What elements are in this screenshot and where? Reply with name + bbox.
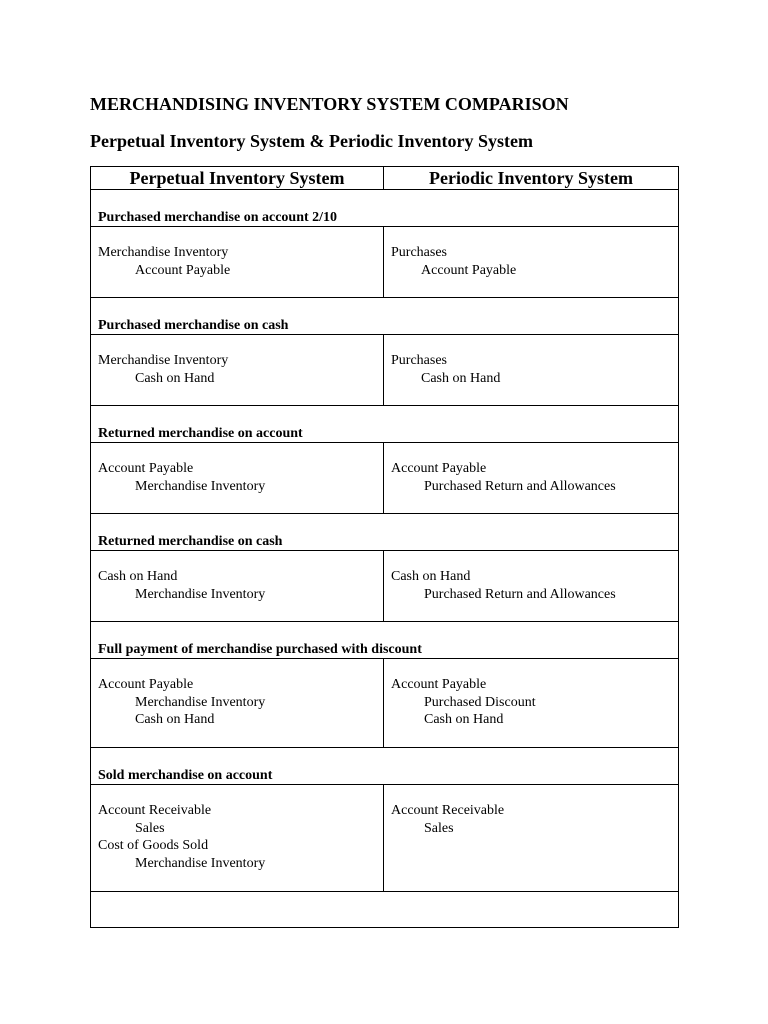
- credit-account: Purchased Return and Allowances: [424, 586, 616, 602]
- journal-entry-row: [91, 335, 679, 406]
- debit-account: Purchases: [391, 245, 447, 260]
- debit-account: Merchandise Inventory: [98, 245, 229, 260]
- perpetual-entry-cell: [91, 443, 384, 514]
- journal-entry-row: [91, 443, 679, 514]
- section-header-label: Purchased merchandise on account 2/10: [98, 210, 338, 225]
- section-header-cell: [91, 298, 679, 335]
- section-header-row: [91, 190, 679, 227]
- section-header-row: [91, 622, 679, 659]
- credit-account: Cash on Hand: [135, 370, 215, 386]
- periodic-entry-cell: [384, 659, 679, 748]
- section-header-row: [91, 298, 679, 335]
- periodic-entry-cell: [384, 443, 679, 514]
- perpetual-entry-cell: [91, 785, 384, 892]
- credit-account: Merchandise Inventory: [135, 694, 266, 710]
- credit-account: Purchased Return and Allowances: [424, 478, 616, 494]
- credit-account: Cash on Hand: [135, 712, 215, 728]
- comparison-table: [90, 166, 679, 928]
- section-header-row: [91, 406, 679, 443]
- document-title: MERCHANDISING INVENTORY SYSTEM COMPARISON: [90, 94, 569, 114]
- credit-account: Sales: [135, 820, 165, 836]
- debit-account: Purchases: [391, 353, 447, 368]
- periodic-entry-cell: [384, 785, 679, 892]
- credit-account: Merchandise Inventory: [135, 478, 266, 494]
- debit-account: Cash on Hand: [98, 569, 178, 584]
- section-header-row: [91, 514, 679, 551]
- section-header-label: Returned merchandise on cash: [98, 534, 283, 549]
- debit-account: Account Payable: [98, 461, 194, 476]
- credit-account: Account Payable: [135, 262, 231, 278]
- journal-entry-row: [91, 227, 679, 298]
- section-header-cell: [91, 748, 679, 785]
- section-header-label: Sold merchandise on account: [98, 768, 273, 783]
- section-header-label: Purchased merchandise on cash: [98, 318, 289, 333]
- section-header-cell: [91, 190, 679, 227]
- credit-account: Purchased Discount: [424, 694, 536, 710]
- debit-account: Account Receivable: [98, 803, 212, 818]
- debit-account: Account Receivable: [391, 803, 505, 818]
- debit-account: Account Payable: [391, 677, 487, 692]
- debit-account: Cost of Goods Sold: [98, 838, 209, 854]
- section-header-cell: [91, 406, 679, 443]
- document-subtitle: Perpetual Inventory System & Periodic Inventory System: [90, 131, 533, 151]
- perpetual-entry-cell: [91, 335, 384, 406]
- debit-account: Account Payable: [391, 461, 487, 476]
- empty-row: [91, 892, 679, 928]
- credit-account: Account Payable: [421, 262, 517, 278]
- table-header-row: [91, 167, 679, 190]
- perpetual-entry-cell: [91, 227, 384, 298]
- journal-entry-row: [91, 785, 679, 892]
- credit-account: Merchandise Inventory: [135, 856, 266, 872]
- column-header-periodic: Periodic Inventory System: [384, 167, 679, 190]
- perpetual-entry-cell: [91, 551, 384, 622]
- periodic-entry-cell: [384, 551, 679, 622]
- credit-account: Sales: [424, 820, 454, 836]
- debit-account: Merchandise Inventory: [98, 353, 229, 368]
- periodic-entry-cell: [384, 335, 679, 406]
- credit-account: Merchandise Inventory: [135, 586, 266, 602]
- credit-account: Cash on Hand: [424, 712, 504, 728]
- column-header-perpetual: Perpetual Inventory System: [91, 167, 384, 190]
- perpetual-entry-cell: [91, 659, 384, 748]
- journal-entry-row: [91, 551, 679, 622]
- debit-account: Account Payable: [98, 677, 194, 692]
- credit-account: Cash on Hand: [421, 370, 501, 386]
- section-header-label: Full payment of merchandise purchased with discount: [98, 642, 422, 657]
- section-header-label: Returned merchandise on account: [98, 426, 303, 441]
- section-header-cell: [91, 514, 679, 551]
- table-body: [91, 190, 679, 928]
- debit-account: Cash on Hand: [391, 569, 471, 584]
- section-header-row: [91, 748, 679, 785]
- section-header-cell: [91, 622, 679, 659]
- journal-entry-row: [91, 659, 679, 748]
- periodic-entry-cell: [384, 227, 679, 298]
- empty-cell: [91, 892, 679, 928]
